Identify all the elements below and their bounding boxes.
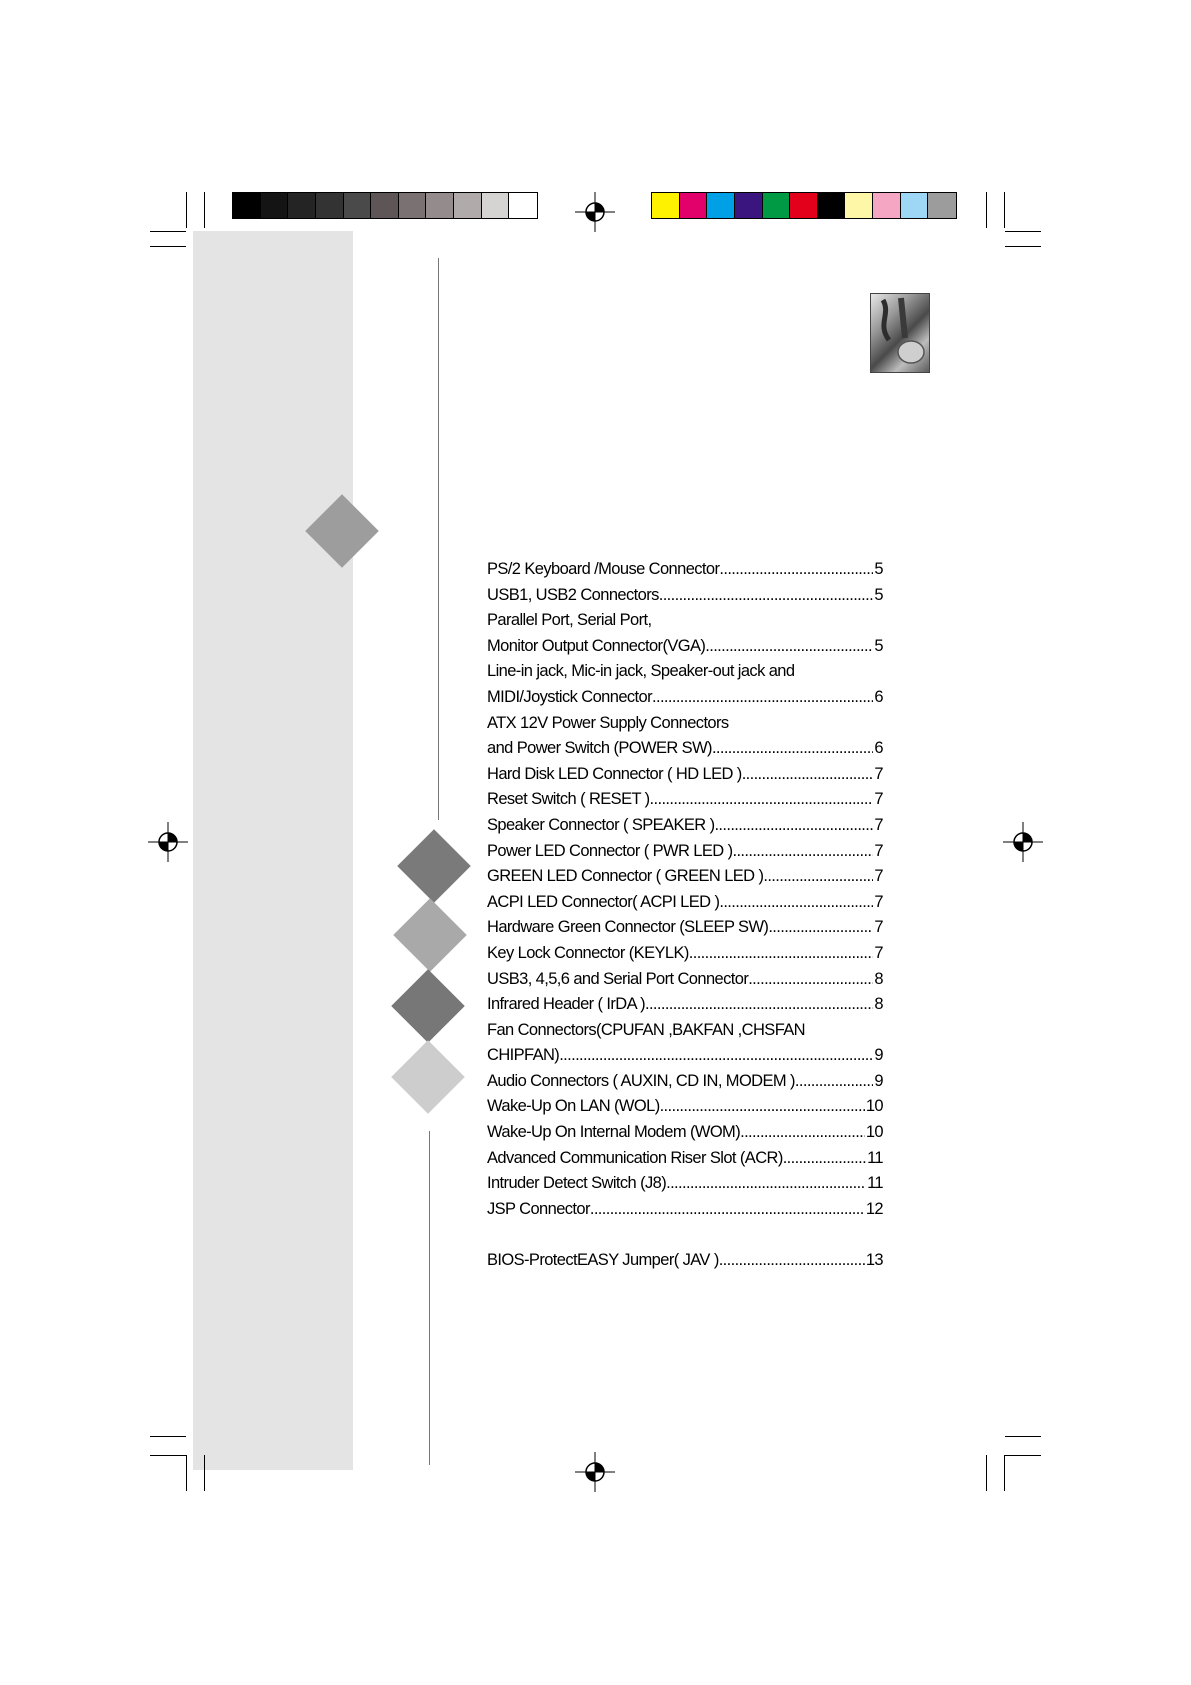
toc-entry (487, 941, 883, 967)
toc-entry-title: Key Lock Connector (KEYLK) (487, 943, 689, 962)
toc-leader-dots (740, 1120, 865, 1146)
toc-entry-page: 5 (874, 585, 883, 604)
toc-leader-dots (666, 1171, 866, 1197)
grayscale-swatch (261, 193, 289, 218)
toc-entry (487, 1043, 883, 1069)
toc-entry (487, 711, 883, 737)
toc-entry-page: 11 (867, 1174, 883, 1193)
color-swatch (763, 193, 791, 218)
toc-entry (487, 762, 883, 788)
toc-leader-dots (783, 1146, 866, 1172)
crop-mark (186, 192, 187, 228)
toc-leader-dots (689, 941, 874, 967)
crop-mark (1005, 231, 1041, 232)
toc-leader-dots (712, 736, 873, 762)
toc-leader-dots (719, 890, 873, 916)
toc-entry-title: ATX 12V Power Supply Connectors (487, 713, 729, 732)
toc-entry-page: 8 (874, 995, 883, 1014)
toc-entry-title: and Power Switch (POWER SW) (487, 739, 712, 758)
grayscale-swatch (344, 193, 372, 218)
toc-entry-title: Audio Connectors ( AUXIN, CD IN, MODEM ) (487, 1071, 795, 1090)
toc-entry (487, 736, 883, 762)
registration-mark-top-icon (575, 192, 615, 232)
color-swatch (873, 193, 901, 218)
toc-entry (487, 967, 883, 993)
vertical-rule-top (438, 258, 439, 820)
toc-entry (487, 813, 883, 839)
crop-mark (1004, 1455, 1005, 1491)
toc-leader-dots (732, 839, 873, 865)
toc-entry (487, 659, 883, 685)
toc-entry-title: USB1, USB2 Connectors (487, 585, 659, 604)
toc-entry (487, 1171, 883, 1197)
toc-leader-dots (659, 583, 874, 609)
table-of-contents (487, 557, 883, 1274)
crop-mark (150, 1455, 186, 1456)
grayscale-swatch (509, 193, 537, 218)
decorative-diamond (391, 1040, 465, 1114)
toc-entry (487, 1120, 883, 1146)
toc-entry-title: Intruder Detect Switch (J8) (487, 1174, 667, 1193)
toc-entry-page: 7 (874, 918, 883, 937)
color-swatch (680, 193, 708, 218)
toc-entry (487, 1197, 883, 1223)
crop-mark (204, 192, 205, 228)
crop-mark (186, 1455, 187, 1491)
crop-mark (150, 231, 186, 232)
chapter-photo (870, 293, 930, 373)
crop-mark (1005, 1436, 1041, 1437)
toc-entry-title: Speaker Connector ( SPEAKER ) (487, 815, 715, 834)
toc-leader-dots (590, 1197, 865, 1223)
toc-leader-dots (748, 967, 873, 993)
color-swatch (652, 193, 680, 218)
crop-mark (1005, 246, 1041, 247)
grayscale-swatch (316, 193, 344, 218)
toc-entry (487, 1248, 883, 1274)
toc-entry-page: 10 (865, 1097, 883, 1116)
crop-mark (986, 192, 987, 228)
registration-mark-right-icon (1003, 822, 1043, 862)
toc-leader-dots (705, 634, 873, 660)
toc-entry-page: 7 (874, 764, 883, 783)
toc-leader-dots (719, 1248, 865, 1274)
color-calibration-bar (651, 192, 957, 219)
grayscale-swatch (371, 193, 399, 218)
toc-entry-title: Infrared Header ( IrDA ) (487, 995, 645, 1014)
toc-entry-title: PS/2 Keyboard /Mouse Connector (487, 560, 720, 578)
toc-entry-title: BIOS-ProtectEASY Jumper( JAV ) (487, 1251, 719, 1270)
toc-leader-dots (650, 787, 874, 813)
toc-entry-title: Line-in jack, Mic-in jack, Speaker-out jack and (487, 662, 795, 681)
toc-leader-dots (742, 762, 874, 788)
decorative-diamond (397, 829, 471, 903)
toc-entry (487, 634, 883, 660)
toc-entry-title: Power LED Connector ( PWR LED ) (487, 841, 733, 860)
toc-entry-title: CHIPFAN) (487, 1046, 560, 1065)
toc-entry-title: MIDI/Joystick Connector (487, 687, 653, 706)
toc-entry-page: 7 (874, 943, 883, 962)
toc-entry (487, 1146, 883, 1172)
grayscale-swatch (233, 193, 261, 218)
sidebar-band (193, 231, 353, 1470)
decorative-diamond (393, 898, 467, 972)
toc-entry-page: 9 (874, 1046, 883, 1065)
toc-entry-page: 12 (865, 1199, 883, 1218)
crop-mark (150, 1436, 186, 1437)
grayscale-swatch (426, 193, 454, 218)
color-swatch (901, 193, 929, 218)
toc-entry-page: 7 (874, 790, 883, 809)
toc-entry (487, 787, 883, 813)
toc-entry-page: 9 (874, 1071, 883, 1090)
color-swatch (845, 193, 873, 218)
toc-entry (487, 915, 883, 941)
toc-entry-title: Hardware Green Connector (SLEEP SW) (487, 918, 769, 937)
toc-entry-page: 5 (874, 560, 883, 578)
toc-entry-title: Reset Switch ( RESET ) (487, 790, 650, 809)
toc-entry-page: 11 (867, 1148, 883, 1167)
toc-entry-title: USB3, 4,5,6 and Serial Port Connector (487, 969, 749, 988)
color-swatch (707, 193, 735, 218)
color-swatch (735, 193, 763, 218)
toc-entry-title: ACPI LED Connector( ACPI LED ) (487, 892, 720, 911)
toc-entry-title: Wake-Up On LAN (WOL) (487, 1097, 660, 1116)
toc-entry (487, 1018, 883, 1044)
toc-entry (487, 1094, 883, 1120)
toc-entry (487, 839, 883, 865)
toc-entry-title: Advanced Communication Riser Slot (ACR) (487, 1148, 783, 1167)
toc-entry-page: 6 (874, 687, 883, 706)
crop-mark (986, 1455, 987, 1491)
toc-entry-page: 6 (874, 739, 883, 758)
toc-entry-title: JSP Connector (487, 1199, 590, 1218)
toc-entry (487, 864, 883, 890)
toc-entry-title: Wake-Up On Internal Modem (WOM) (487, 1123, 741, 1142)
toc-leader-dots (719, 557, 873, 583)
toc-entry (487, 890, 883, 916)
toc-entry (487, 557, 883, 583)
toc-leader-dots (559, 1043, 873, 1069)
registration-mark-left-icon (148, 822, 188, 862)
color-swatch (818, 193, 846, 218)
toc-entry-page: 10 (865, 1123, 883, 1142)
toc-entry-page: 7 (874, 815, 883, 834)
color-swatch (928, 193, 956, 218)
toc-entry-title: Parallel Port, Serial Port, (487, 611, 652, 630)
grayscale-swatch (454, 193, 482, 218)
toc-entry (487, 992, 883, 1018)
toc-entry-page: 13 (865, 1251, 883, 1270)
grayscale-swatch (482, 193, 510, 218)
toc-entry-title: Hard Disk LED Connector ( HD LED ) (487, 764, 742, 783)
toc-entry (487, 1069, 883, 1095)
crop-mark (1004, 192, 1005, 228)
crop-mark (204, 1455, 205, 1491)
grayscale-swatch (288, 193, 316, 218)
toc-gap (487, 1222, 883, 1248)
vertical-rule-bottom (429, 1131, 430, 1465)
toc-entry (487, 685, 883, 711)
toc-leader-dots (795, 1069, 874, 1095)
grayscale-swatch (399, 193, 427, 218)
color-swatch (790, 193, 818, 218)
toc-leader-dots (763, 864, 873, 890)
crop-mark (1005, 1455, 1041, 1456)
toc-leader-dots (768, 915, 873, 941)
toc-entry-page: 7 (874, 841, 883, 860)
crop-mark (150, 246, 186, 247)
toc-leader-dots (714, 813, 873, 839)
toc-entry-title: Monitor Output Connector(VGA) (487, 636, 706, 655)
toc-entry-page: 5 (874, 636, 883, 655)
toc-leader-dots (645, 992, 873, 1018)
toc-leader-dots (652, 685, 873, 711)
toc-entry-page: 7 (874, 892, 883, 911)
toc-entry-page: 7 (874, 867, 883, 886)
grayscale-calibration-bar (232, 192, 538, 219)
toc-entry-page: 8 (874, 969, 883, 988)
toc-entry (487, 608, 883, 634)
toc-entry (487, 583, 883, 609)
toc-leader-dots (660, 1094, 865, 1120)
toc-entry-title: GREEN LED Connector ( GREEN LED ) (487, 867, 764, 886)
registration-mark-bottom-icon (575, 1452, 615, 1492)
decorative-diamond (391, 969, 465, 1043)
toc-entry-title: Fan Connectors(CPUFAN ,BAKFAN ,CHSFAN (487, 1020, 805, 1039)
